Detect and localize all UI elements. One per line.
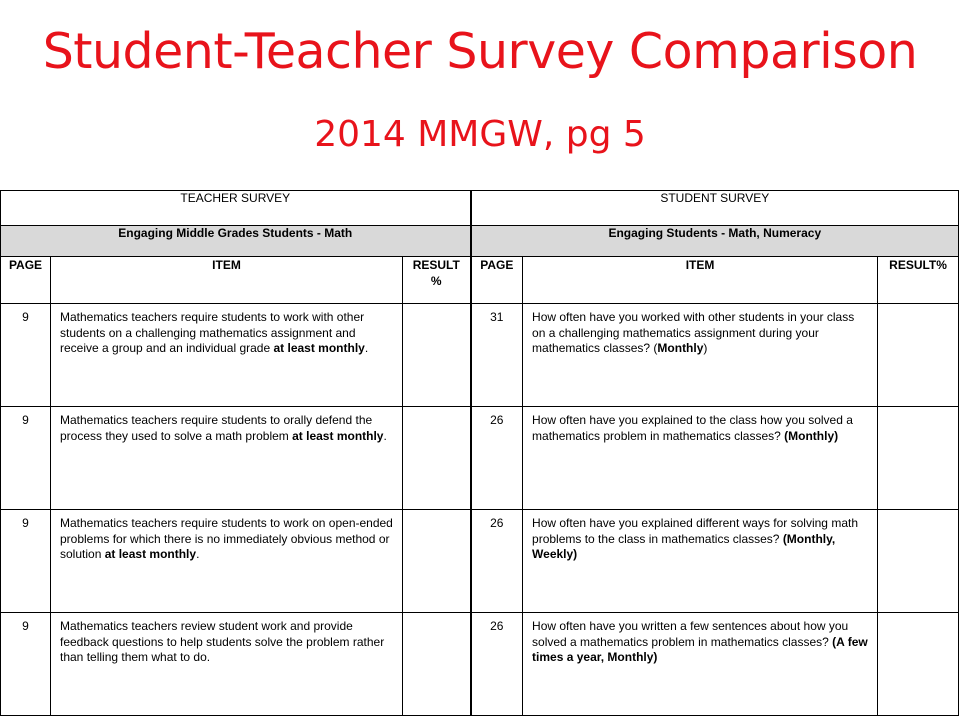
student-item-emphasis: (Monthly) <box>784 428 839 443</box>
student-item-emphasis: (Monthly, Weekly) <box>532 531 836 561</box>
teacher-page-cell: 9 <box>1 613 51 716</box>
page-subtitle: 2014 MMGW, pg 5 <box>314 114 646 155</box>
student-page-cell: 26 <box>471 613 523 716</box>
student-page-cell: 26 <box>471 510 523 613</box>
teacher-item-cell <box>51 510 403 613</box>
teacher-item-tail: . <box>196 547 200 561</box>
teacher-item-cell <box>51 613 403 716</box>
student-result-cell <box>878 510 959 613</box>
student-item-emphasis: (A few times a year, Monthly) <box>532 634 868 664</box>
student-item-tail: ) <box>703 341 708 355</box>
student-col-result: RESULT% <box>878 257 959 304</box>
teacher-item-emphasis: at least monthly <box>273 341 365 355</box>
student-item-cell <box>523 304 878 407</box>
survey-header-row <box>1 191 959 226</box>
table-row <box>1 613 959 716</box>
teacher-item-text: Mathematics teachers require students to work on open-ended problems for which there is no immediately obvious method or solution <box>60 516 393 561</box>
student-result-cell <box>878 304 959 407</box>
teacher-item-tail: . <box>383 428 387 443</box>
teacher-page-cell: 9 <box>1 407 51 510</box>
student-page-cell: 31 <box>471 304 523 407</box>
student-result-cell <box>878 407 959 510</box>
teacher-survey-name: Engaging Middle Grades Students - Math <box>1 226 471 257</box>
student-survey-header: STUDENT SURVEY <box>471 191 959 226</box>
teacher-result-cell <box>403 304 471 407</box>
teacher-result-cell <box>403 613 471 716</box>
teacher-item-cell <box>51 407 403 510</box>
teacher-page-cell: 9 <box>1 510 51 613</box>
teacher-col-result-line2: % <box>430 274 442 288</box>
student-item-cell <box>523 510 878 613</box>
page-title: Student-Teacher Survey Comparison <box>42 23 918 80</box>
teacher-item-text: Mathematics teachers require students to work with other students on a challenging mathematics assignment and receive a group and an individual grade <box>60 310 365 355</box>
survey-comparison-table <box>0 190 959 716</box>
teacher-col-item: ITEM <box>51 257 403 304</box>
student-result-cell <box>878 613 959 716</box>
teacher-result-cell <box>403 407 471 510</box>
table-row <box>1 304 959 407</box>
teacher-item-emphasis: at least monthly <box>104 547 197 561</box>
student-page-cell: 26 <box>471 407 523 510</box>
teacher-col-page: PAGE <box>1 257 51 304</box>
column-header-row <box>1 257 959 304</box>
student-item-text: How often have you written a few sentences about how you solved a mathematics problem in mathematics classes? <box>532 619 849 649</box>
table-row <box>1 407 959 510</box>
teacher-survey-header: TEACHER SURVEY <box>1 191 471 226</box>
teacher-result-cell <box>403 510 471 613</box>
student-item-text: How often have you explained different ways for solving math problems to the class in mathematics classes? <box>532 516 858 546</box>
table-row <box>1 510 959 613</box>
survey-name-row <box>1 226 959 257</box>
student-item-cell <box>523 407 878 510</box>
student-item-text: How often have you worked with other students in your class on a challenging mathematics assignment during your mathematics classes? ( <box>532 310 855 355</box>
teacher-col-result <box>403 257 471 304</box>
teacher-item-text: Mathematics teachers review student work and provide feedback questions to help students solve the problem rather than telling them what to do. <box>60 619 385 664</box>
student-item-emphasis: Monthly <box>657 341 704 355</box>
student-col-page: PAGE <box>471 257 523 304</box>
teacher-item-cell <box>51 304 403 407</box>
teacher-item-tail: . <box>364 341 369 355</box>
teacher-col-result-line1: RESULT <box>412 258 460 272</box>
student-item-text: How often have you explained to the class how you solved a mathematics problem in mathematics classes? <box>532 413 853 443</box>
teacher-item-text: Mathematics teachers require students to orally defend the process they used to solve a math problem <box>60 413 373 443</box>
student-col-item: ITEM <box>523 257 878 304</box>
teacher-item-emphasis: at least monthly <box>292 428 384 443</box>
student-item-cell <box>523 613 878 716</box>
student-survey-name: Engaging Students - Math, Numeracy <box>471 226 959 257</box>
teacher-page-cell: 9 <box>1 304 51 407</box>
